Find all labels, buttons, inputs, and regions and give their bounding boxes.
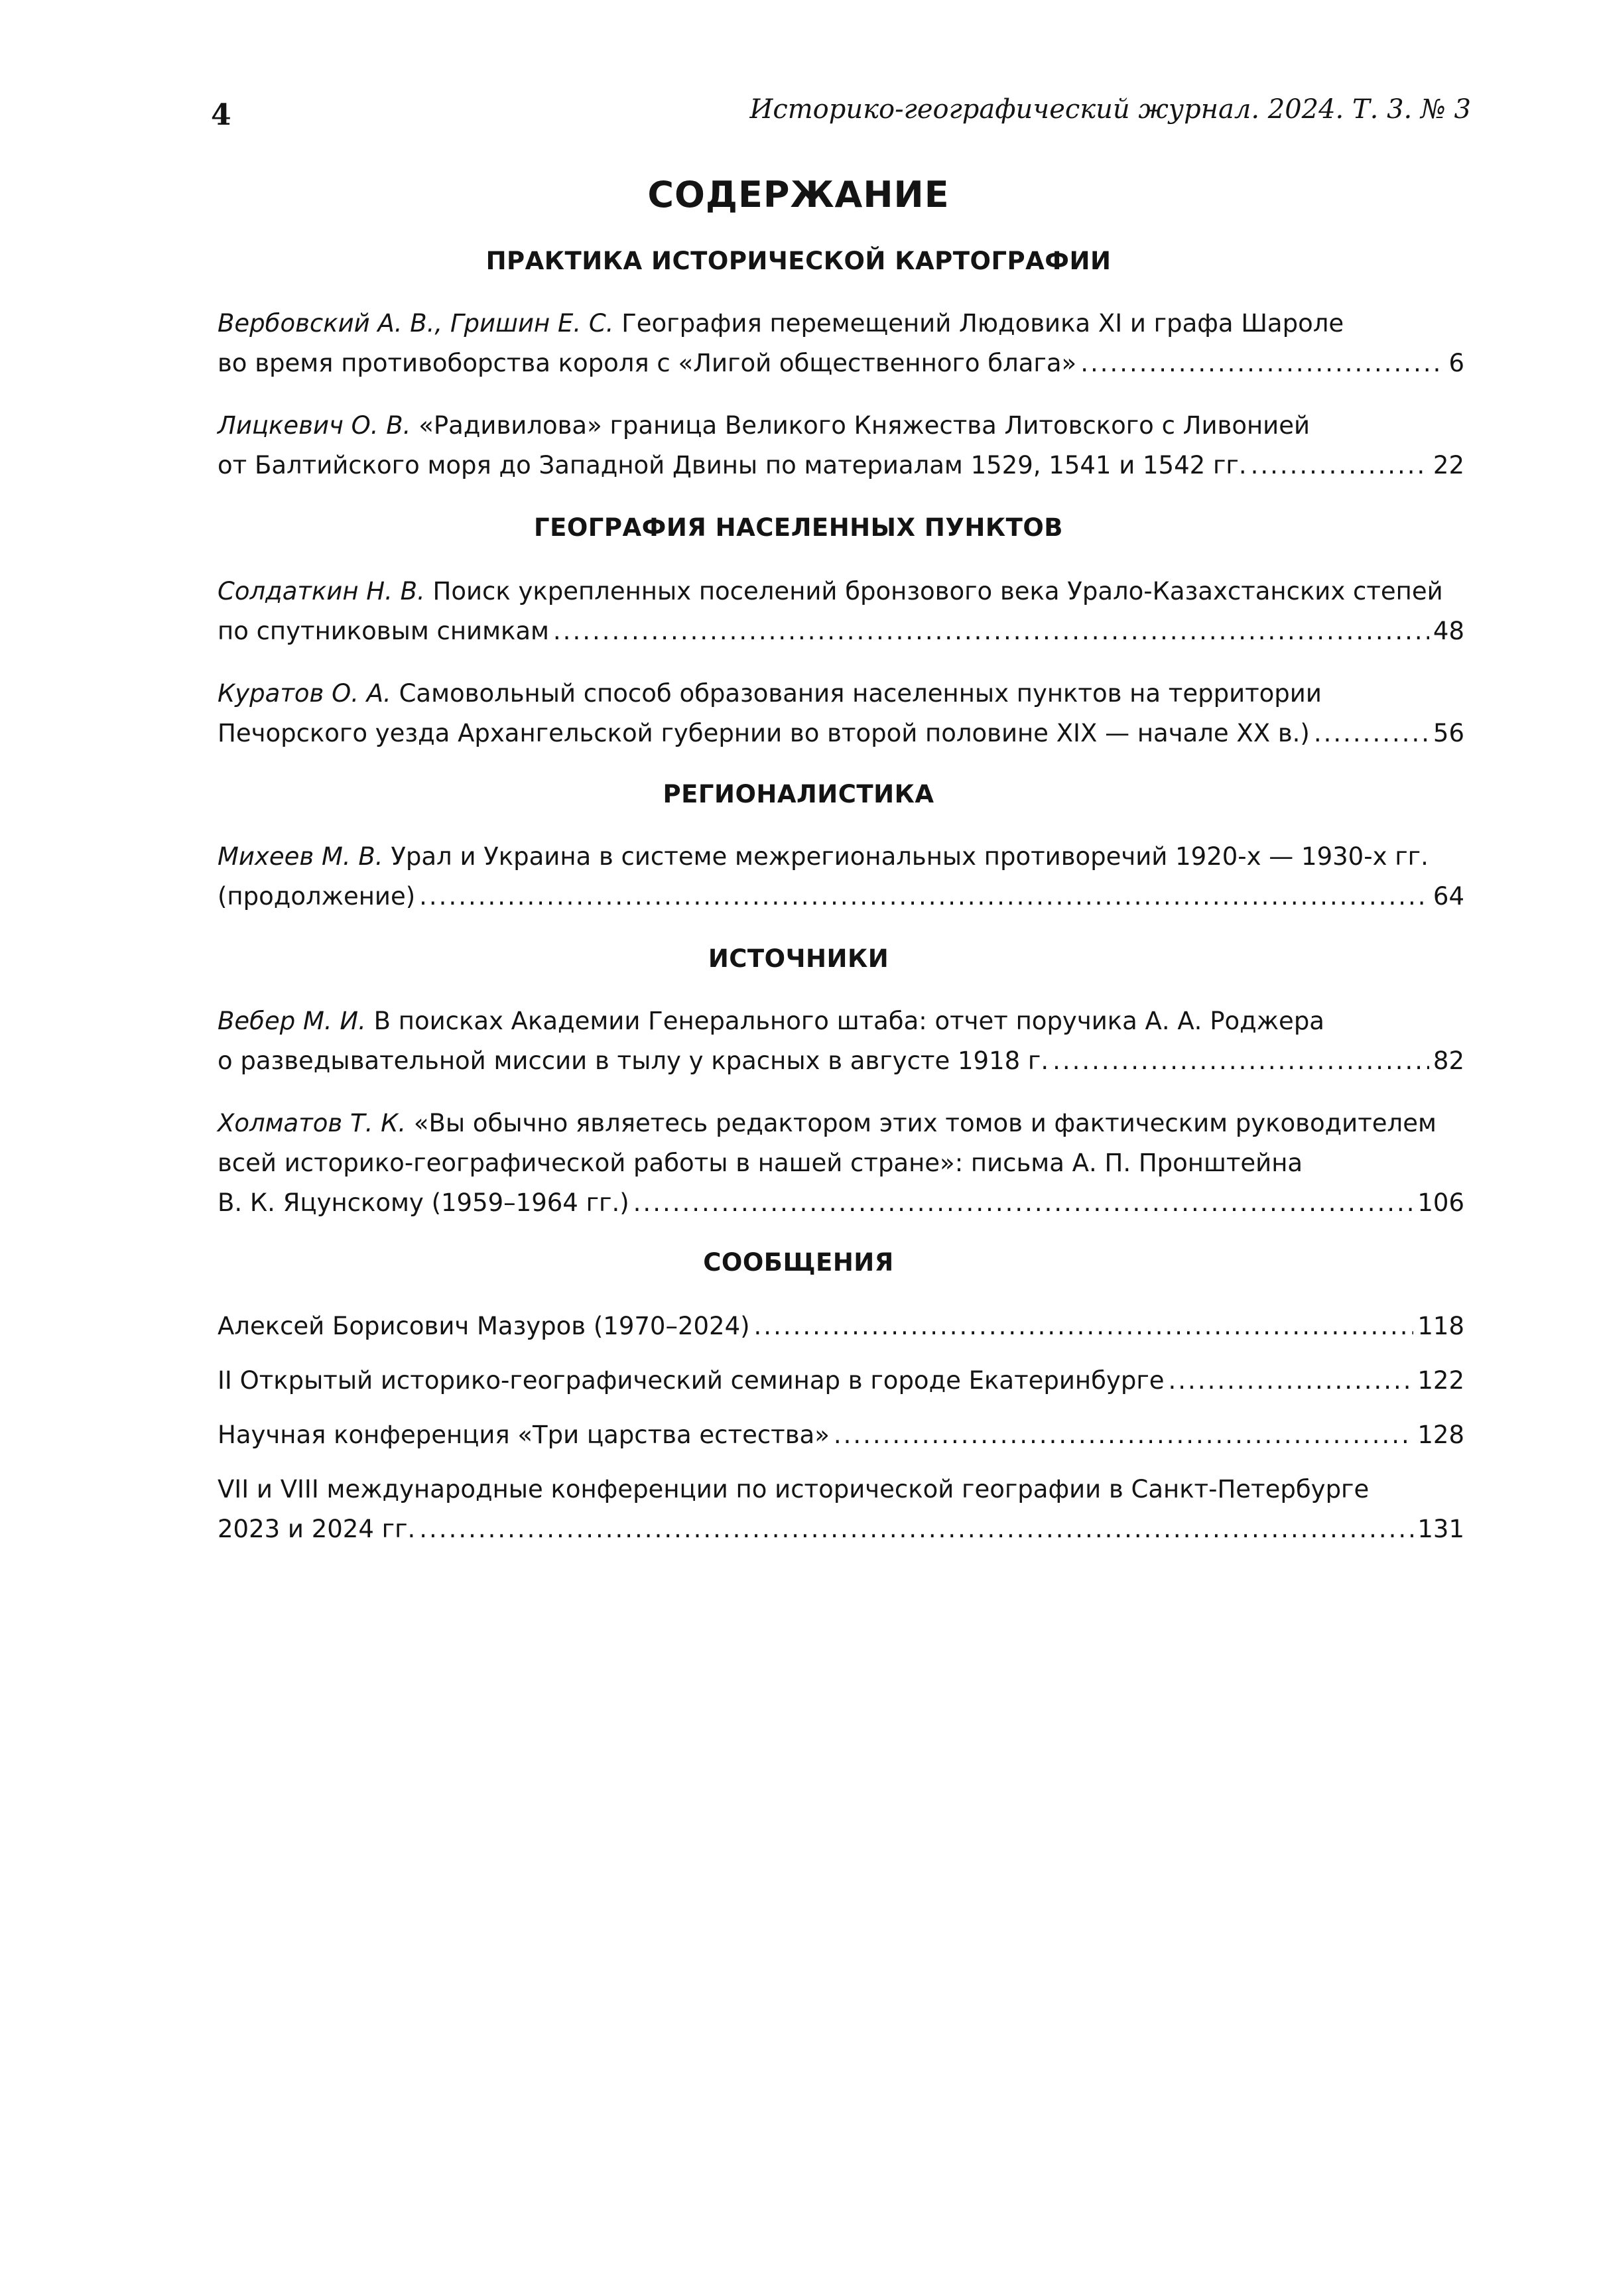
entry-author: Холматов Т. К. — [218, 1109, 407, 1137]
section-heading: РЕГИОНАЛИСТИКА — [663, 780, 934, 808]
dot-leader — [1251, 446, 1429, 485]
entry-line — [218, 877, 1464, 917]
contents-title: СОДЕРЖАНИЕ — [647, 174, 950, 216]
entry-title: по спутниковым снимкам — [218, 617, 549, 645]
entry-title: Самовольный способ образования населенных пунктов на территории — [399, 679, 1322, 708]
entry-line — [218, 344, 1464, 383]
entry-page-number: 64 — [1433, 882, 1464, 911]
entry-title: Алексей Борисович Мазуров (1970–2024) — [218, 1312, 750, 1340]
entry-page-number: 106 — [1417, 1188, 1464, 1217]
dot-leader — [1053, 1041, 1429, 1081]
entry-page-number: 131 — [1417, 1515, 1464, 1543]
entry-page-number: 6 — [1448, 349, 1464, 377]
toc-entry[interactable] — [218, 406, 1464, 485]
entry-line — [218, 446, 1464, 485]
entry-page-number: 128 — [1417, 1421, 1464, 1449]
section-heading: ПРАКТИКА ИСТОРИЧЕСКОЙ КАРТОГРАФИИ — [485, 247, 1112, 275]
entry-title: Поиск укрепленных поселений бронзового века Урало-Казахстанских степей — [432, 577, 1443, 606]
page-number: 4 — [211, 98, 231, 132]
entry-page-number: 56 — [1433, 719, 1464, 747]
entry-title: (продолжение) — [218, 882, 416, 911]
entry-line — [218, 1361, 1464, 1401]
entry-author: Вебер М. И. — [218, 1007, 366, 1035]
entry-line — [218, 674, 1464, 714]
entry-line — [218, 572, 1464, 611]
entry-title: о разведывательной миссии в тылу у красных в августе 1918 г. — [218, 1047, 1049, 1075]
entry-line — [218, 837, 1464, 877]
dot-leader — [834, 1415, 1414, 1455]
entry-title: VII и VIII международные конференции по исторической географии в Санкт-Петербурге — [218, 1475, 1370, 1503]
entry-title: В. К. Яцунскому (1959–1964 гг.) — [218, 1188, 629, 1217]
entry-line — [218, 304, 1464, 344]
section-heading: ИСТОЧНИКИ — [708, 944, 889, 973]
entry-page-number: 22 — [1433, 451, 1464, 479]
entry-line — [218, 1415, 1464, 1455]
toc-entry[interactable] — [218, 304, 1464, 383]
entry-title: Научная конференция «Три царства естества» — [218, 1421, 830, 1449]
dot-leader — [754, 1307, 1414, 1346]
dot-leader — [1080, 344, 1444, 383]
entry-author: Куратов О. А. — [218, 679, 391, 708]
dot-leader — [1314, 714, 1429, 753]
entry-line — [218, 1509, 1464, 1549]
section-heading: ГЕОГРАФИЯ НАСЕЛЕННЫХ ПУНКТОВ — [534, 513, 1063, 542]
entry-title: Печорского уезда Архангельской губернии во второй половине XIX — начале XX в.) — [218, 719, 1310, 747]
entry-title: «Вы обычно являетесь редактором этих томов и фактическим руководителем — [413, 1109, 1437, 1137]
entry-page-number: 48 — [1433, 617, 1464, 645]
entry-page-number: 118 — [1417, 1312, 1464, 1340]
entry-page-number: 122 — [1417, 1366, 1464, 1395]
section-heading: СООБЩЕНИЯ — [703, 1248, 894, 1277]
entry-line — [218, 714, 1464, 753]
entry-title: 2023 и 2024 гг. — [218, 1515, 416, 1543]
toc-entry[interactable] — [218, 1001, 1464, 1081]
entry-title: В поисках Академии Генерального штаба: отчет поручика А. А. Роджера — [373, 1007, 1324, 1035]
entry-line — [218, 1104, 1464, 1143]
entry-line — [218, 1307, 1464, 1346]
toc-entry[interactable] — [218, 1361, 1464, 1401]
dot-leader — [1169, 1361, 1414, 1401]
entry-title: II Открытый историко-географический семинар в городе Екатеринбурге — [218, 1366, 1165, 1395]
toc-entry[interactable] — [218, 1415, 1464, 1455]
entry-author: Вербовский А. В., Гришин Е. С. — [218, 309, 614, 338]
toc-entry[interactable] — [218, 1104, 1464, 1223]
dot-leader — [553, 611, 1429, 651]
entry-author: Лицкевич О. В. — [218, 411, 411, 440]
entry-title: Урал и Украина в системе межрегиональных противоречий 1920-х — 1930-х гг. — [391, 842, 1429, 871]
running-head: Историко-географический журнал. 2024. Т. 3. № 3 — [749, 94, 1471, 125]
toc-entry[interactable] — [218, 1470, 1464, 1549]
entry-line — [218, 1183, 1464, 1223]
entry-line — [218, 1041, 1464, 1081]
entry-title: География перемещений Людовика XI и графа Шароле — [621, 309, 1344, 338]
entry-line — [218, 611, 1464, 651]
entry-page-number: 82 — [1433, 1047, 1464, 1075]
entry-line — [218, 1001, 1464, 1041]
toc-entry[interactable] — [218, 572, 1464, 651]
dot-leader — [419, 877, 1429, 917]
toc-entry[interactable] — [218, 1307, 1464, 1346]
entry-title: во время противоборства короля с «Лигой общественного блага» — [218, 349, 1077, 377]
toc-entry[interactable] — [218, 837, 1464, 917]
entry-line — [218, 1143, 1464, 1183]
entry-line — [218, 1470, 1464, 1509]
entry-title: от Балтийского моря до Западной Двины по материалам 1529, 1541 и 1542 гг. — [218, 451, 1247, 479]
entry-title: всей историко-географической работы в нашей стране»: письма А. П. Пронштейна — [218, 1149, 1303, 1177]
entry-line — [218, 406, 1464, 446]
dot-leader — [419, 1509, 1413, 1549]
entry-title: «Радивилова» граница Великого Княжества Литовского с Ливонией — [418, 411, 1310, 440]
toc-entry[interactable] — [218, 674, 1464, 753]
entry-author: Михеев М. В. — [218, 842, 383, 871]
entry-author: Солдаткин Н. В. — [218, 577, 425, 606]
dot-leader — [633, 1183, 1414, 1223]
